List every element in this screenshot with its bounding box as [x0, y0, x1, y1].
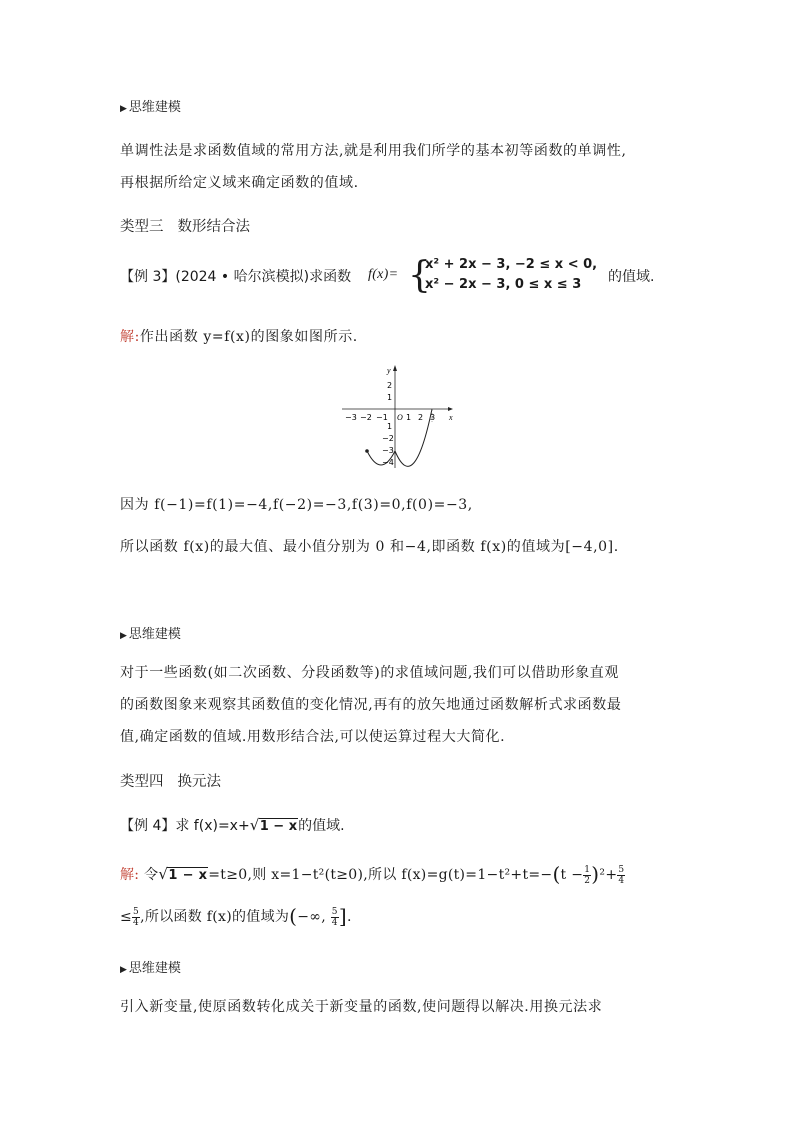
- fraction-five-quarters: $\frac{5}{4}$: [618, 864, 625, 886]
- paragraph-line: 的函数图象来观察其函数值的变化情况,再有的放矢地通过函数解析式求函数最: [120, 697, 622, 713]
- y-tick-label: 1: [387, 393, 393, 402]
- type-four-title: 类型四 换元法: [120, 774, 221, 790]
- example-3-fx: f(x)=: [368, 267, 399, 282]
- paragraph-line: 值,确定函数的值域.用数形结合法,可以使运算过程大大简化.: [120, 729, 506, 745]
- y-tick-label: −3: [382, 446, 394, 455]
- calc-line-1: 因为 f(−1)=f(1)=−4,f(−2)=−3,f(3)=0,f(0)=−3,: [120, 497, 473, 513]
- piecewise-case-1: x² + 2x − 3, −2 ≤ x < 0,: [425, 257, 598, 272]
- x-tick-label: −3: [345, 413, 357, 422]
- x-axis-arrow-icon: [448, 407, 453, 411]
- example-4: 【例 4】求 f(x)=x+ √ 1 − x的值域.: [120, 816, 345, 834]
- y-tick-label: −2: [382, 434, 394, 443]
- square-root: √ 1 − x: [158, 865, 208, 883]
- x-tick-label: −1: [376, 413, 388, 422]
- paragraph-line: 引入新变量,使原函数转化成关于新变量的函数,使问题得以解决.用换元法求: [120, 999, 603, 1015]
- example-3-prefix: 【例 3】(2024 • 哈尔滨模拟)求函数: [120, 269, 352, 285]
- solution-3-line: 解:作出函数 y=f(x)的图象如图所示.: [120, 329, 358, 345]
- solution-4-line-2: ≤ $\frac{5}{4}$ ,所以函数 f(x)的值域为(−∞, $\frac{5}{4}$ ].: [120, 904, 352, 928]
- type-three-title: 类型三 数形结合法: [120, 219, 250, 235]
- radical-icon: √: [249, 816, 260, 834]
- x-tick-label: 2: [418, 413, 424, 422]
- x-axis-label: x: [449, 413, 453, 422]
- piecewise-case-2: x² − 2x − 3, 0 ≤ x ≤ 3: [425, 277, 582, 292]
- y-axis-label: y: [387, 366, 391, 375]
- y-tick-label: −4: [382, 458, 394, 467]
- y-tick-label: 2: [387, 381, 393, 390]
- y-tick-label: 1: [387, 422, 393, 431]
- x-tick-label: 3: [430, 413, 436, 422]
- fraction-five-quarters: $\frac{5}{4}$: [331, 906, 338, 928]
- function-graph: [340, 362, 455, 472]
- paragraph-line: 对于一些函数(如二次函数、分段函数等)的求值域问题,我们可以借助形象直观: [120, 665, 619, 681]
- paragraph-line: 再根据所给定义域来确定函数的值域.: [120, 175, 359, 191]
- solution-4-line-1: 解: 令 √ 1 − x=t≥0,则 x=1−t²(t≥0),所以 f(x)=g(t)=1−t²+t=−(t − $\frac{1}{2}$ )²+ $\frac{5}{4}$: [120, 862, 625, 886]
- x-tick-label: −2: [360, 413, 372, 422]
- origin-label: O: [397, 413, 403, 422]
- curve-endpoint: [365, 449, 369, 453]
- fraction-five-quarters: $\frac{5}{4}$: [133, 906, 140, 928]
- triangle-bullet-icon: ▶: [120, 631, 127, 641]
- left-brace: {: [408, 255, 431, 296]
- triangle-bullet-icon: ▶: [120, 104, 127, 114]
- square-root: √ 1 − x: [249, 816, 298, 834]
- x-tick-label: 1: [406, 413, 412, 422]
- thinking-model-heading-2: ▶ 思维建模: [120, 627, 181, 642]
- fraction-one-half: $\frac{1}{2}$: [584, 864, 591, 886]
- paragraph-line: 单调性法是求函数值域的常用方法,就是利用我们所学的基本初等函数的单调性,: [120, 143, 627, 159]
- y-axis-arrow-icon: [393, 365, 397, 371]
- calc-line-2: 所以函数 f(x)的最大值、最小值分别为 0 和−4,即函数 f(x)的值域为[−4,0].: [120, 539, 619, 555]
- thinking-model-heading-3: ▶ 思维建模: [120, 961, 181, 976]
- thinking-model-heading-1: ▶ 思维建模: [120, 100, 181, 115]
- radical-icon: √: [158, 865, 169, 883]
- example-3-suffix: 的值域.: [608, 269, 655, 285]
- triangle-bullet-icon: ▶: [120, 965, 127, 975]
